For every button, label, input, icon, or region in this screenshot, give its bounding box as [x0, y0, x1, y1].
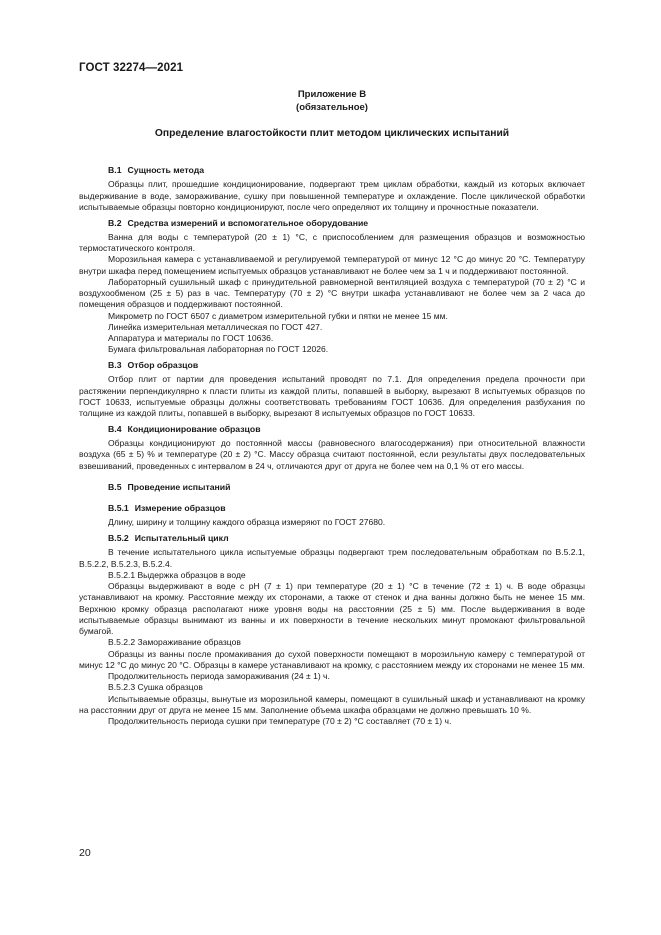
paragraph: Испытываемые образцы, вынутые из морозильной камеры, помещают в сушильный шкаф и устанавливают на кромку на расстоянии друг от друга не менее 15 мм. Заполнение объема шкафа образцами не должно превышать 10 %.: [79, 693, 585, 715]
paragraph: Продолжительность периода сушки при температуре (70 ± 2) °С составляет (70 ± 1) ч.: [108, 716, 452, 726]
paragraph: Микрометр по ГОСТ 6507 с диаметром измерительной губки и пятки не менее 15 мм.: [108, 310, 448, 321]
paragraph: Образцы выдерживают в воде с pH (7 ± 1) при температуре (20 ± 1) °С в течение (72 ± 1) ч. В воде образцы устанавливают на кромку. Расстояние между их сторонами, а также от стенок и дна ванны должно быть не менее 15 мм. Верхнюю кромку образца располагают ниже уровня воды на расстоянии (25 ± 5) мм. После выдерживания в воде испытываемые образцы вынимают из ванны и их поверхности в течение нескольких минут промокают фильтровальной бумагой.: [79, 581, 585, 636]
paragraph: Линейка измерительная металлическая по ГОСТ 427.: [108, 321, 323, 332]
paragraph: В течение испытательного цикла испытуемые образцы подвергают трем последовательным обработкам по В.5.2.1, В.5.2.2, В.5.2.3, В.5.2.4.: [79, 547, 585, 569]
section-heading-b2: В.2 Средства измерений и вспомогательное оборудование: [108, 217, 369, 228]
section-heading-b5: В.5 Проведение испытаний: [108, 481, 231, 492]
clause-heading-b5-2-2: В.5.2.2 Замораживание образцов: [108, 637, 241, 648]
appendix-heading-block: [79, 89, 585, 114]
document-code-header: ГОСТ 32274—2021: [79, 62, 184, 74]
paragraph: Образцы плит, прошедшие кондиционирование, подвергают трем циклам обработки, каждый из которых включает выдерживание в воде, замораживание, сушку при повышенной температуре и охлаждение. После циклической обработки испытываемые образцы повторно кондиционируют, после чего определяют их толщину и прочностные показатели.: [79, 179, 585, 212]
document-body: [79, 165, 585, 727]
section-heading-b1: В.1 Сущность метода: [108, 165, 205, 175]
page-number: 20: [79, 847, 91, 859]
appendix-status: (обязательное): [296, 101, 368, 113]
paragraph: Отбор плит от партии для проведения испытаний проводят по 7.1. Для определения предела прочности при растяжении перпендикулярно к пласти плиты из каждой плиты, попавшей в выборку, вырезают 8 испытуемых образцов по ГОСТ 10633, испытуемые образцы должны соответствовать требованиям ГОСТ 10636. Для определения разбухания по толщине из каждой плиты, попавшей в выборку, вырезают 8 испытуемых образцов по ГОСТ 10633.: [79, 374, 585, 418]
paragraph: Образцы кондиционируют до постоянной массы (равновесного влагосодержания) при относительной влажности воздуха (65 ± 5) % и температуре (20 ± 2) °С. Массу образца считают постоянной, если результаты двух последовательных взвешиваний, проведенных с интервалом в 24 ч, отличаются друг от друга не более чем на 0,1 % от его массы.: [79, 438, 585, 471]
section-heading-b4: В.4 Кондиционирование образцов: [108, 423, 261, 434]
paragraph: Морозильная камера с устанавливаемой и регулируемой температурой от минус 12 °С до минус 20 °С. Температуру внутри шкафа перед помещением испытуемых образцов устанавливают не более чем за 1 ч и поддерживают постоянной.: [79, 254, 585, 276]
section-heading-b3: В.3 Отбор образцов: [108, 360, 199, 370]
paragraph: Образцы из ванны после промакивания до сухой поверхности помещают в морозильную камеру с температурой от минус 12 °С до минус 20 °С. Образцы в камере устанавливают на кромку, с расстоянием между их сторонами не менее 15 мм.: [79, 648, 585, 670]
subsection-heading-b5-1: В.5.1 Измерение образцов: [108, 503, 226, 513]
paragraph: Продолжительность периода замораживания (24 ± 1) ч.: [108, 671, 330, 681]
subsection-heading-b5-2: В.5.2 Испытательный цикл: [108, 533, 229, 543]
paragraph: Лабораторный сушильный шкаф с принудительной равномерной вентиляцией воздуха с температурой (70 ± 2) °С и воздухообменом (25 ± 5) раз в час. Температуру (70 ± 2) °С внутри шкафа устанавливают не более чем за 2 часа до помещения образцов и поддерживают постоянной.: [79, 276, 585, 310]
paragraph: Бумага фильтровальная лабораторная по ГОСТ 12026.: [108, 344, 329, 355]
paragraph: Ванна для воды с температурой (20 ± 1) °С, с приспособлением для размещения образцов и возможностью термостатического контроля.: [79, 231, 585, 253]
appendix-main-title: Определение влагостойкости плит методом циклических испытаний: [154, 128, 510, 139]
clause-heading-b5-2-3: В.5.2.3 Сушка образцов: [108, 682, 203, 693]
clause-heading-b5-2-1: В.5.2.1 Выдержка образцов в воде: [108, 569, 246, 580]
paragraph: Аппаратура и материалы по ГОСТ 10636.: [108, 333, 274, 343]
paragraph: Длину, ширину и толщину каждого образца измеряют по ГОСТ 27680.: [108, 517, 386, 528]
appendix-title: Приложение В: [297, 89, 367, 100]
